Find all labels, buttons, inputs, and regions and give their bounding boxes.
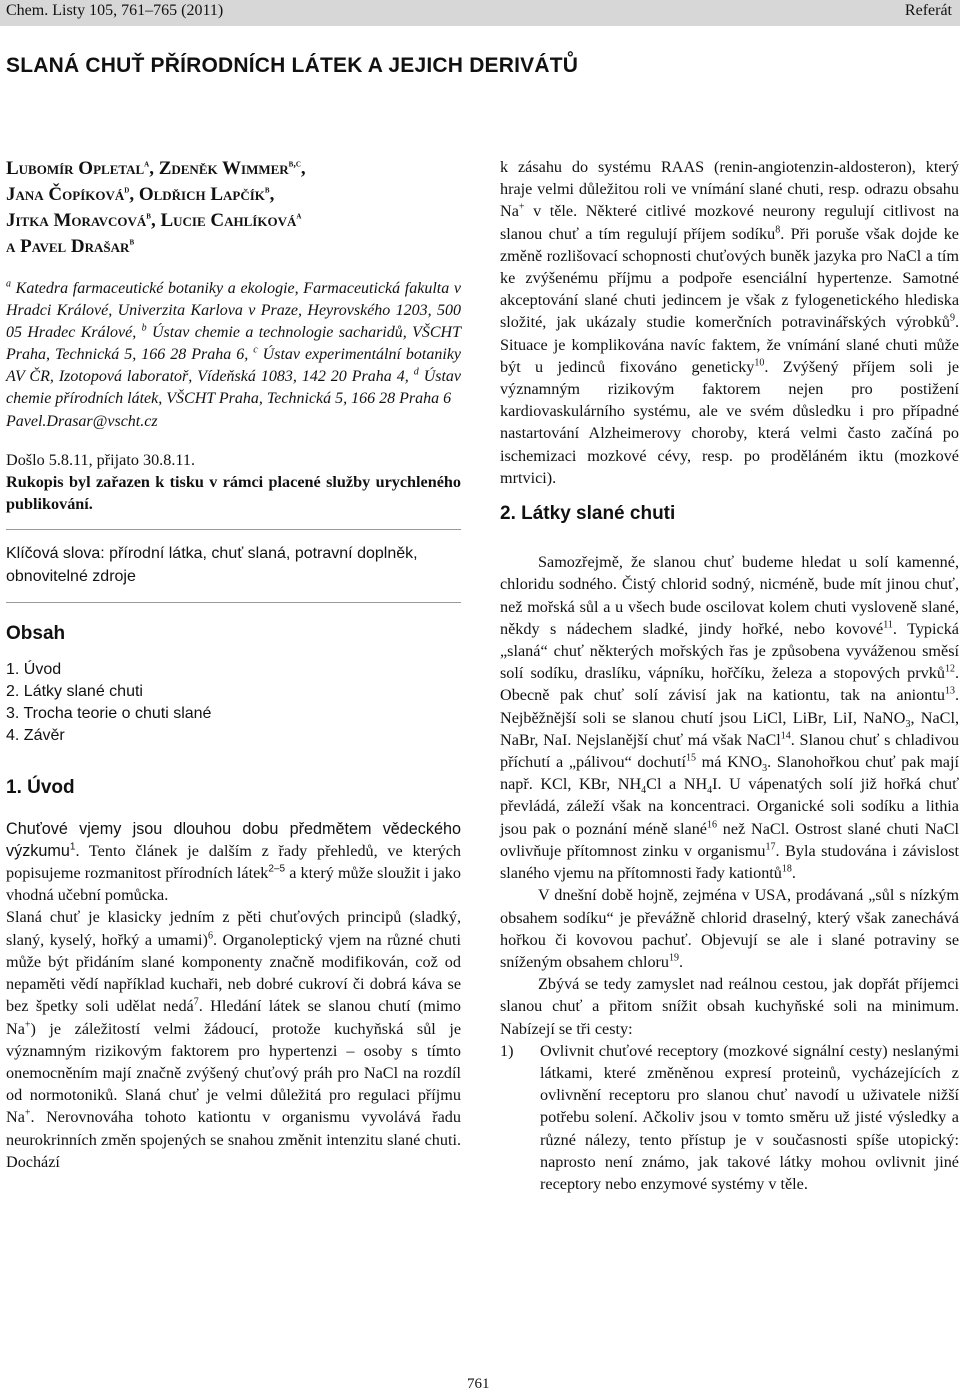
paragraph: V dnešní době hojně, zejména v USA, prodávaná „sůl s nízkým obsahem sodíku“ je převážně chlorid draselný, který však zanechává hořkou či kovovou pachuť. Objevují se ale i slané potraviny se sníženým obsahem chloru$^{19}$. xyxy=(500,886,959,971)
affiliations: $^a$ Katedra farmaceutické botaniky a ekologie, Farmaceutická fakulta v Hradci Králové, Univerzita Karlova v Praze, Heyrovského 1203, 500 05 Hradec Králové, $^b$ Ústav chemie a technologie sacharidů, VŠCHT Praha, Technická 5, 166 28 Praha 6, $^c$ Ústav experimentální botaniky AV ČR, Izotopová laboratoř, Vídeňská 1083, 142 20 Praha 4, $^d$ Ústav chemie přírodních látek, VŠCHT Praha, Technická 5, 166 28 Praha 6 Pavel.Drasar@vscht.cz xyxy=(6,278,462,430)
paragraph: Zbývá se tedy zamyslet nad reálnou cestou, jak dopřát příjemci slanou chuť a přitom snížit obsah kuchyňské soli na minimum. Nabízejí se tři cesty: xyxy=(500,975,959,1038)
toc-heading: Obsah xyxy=(6,623,66,645)
divider xyxy=(6,529,461,530)
article-type: Referát xyxy=(904,2,952,19)
author-list: Lubomír Opletal$^a$, Zdeněk Wimmer$^{b,c}$, Jana Čopíková$^d$, Oldřich Lapčík$^b$, Jitka Moravcová$^b$, Lucie Cahlíková$^a$ a Pavel Drašar$^b$ xyxy=(6,158,306,257)
paragraph: Chuťové vjemy jsou dlouhou dobu předmětem vědeckého výzkumu$^1$. Tento článek je dalším z řady přehledů, ve kterých popisujeme rozmanitost přírodních látek$^{2-5}$ a který může sloužit i jako vhodná učební pomůcka. xyxy=(6,819,461,905)
toc-item[interactable]: 2. Látky slané chuti xyxy=(6,683,143,701)
list-number: 1) xyxy=(500,1041,514,1060)
list-item xyxy=(500,1040,959,1195)
article-title: SLANÁ CHUŤ PŘÍRODNÍCH LÁTEK A JEJICH DERIVÁTŮ xyxy=(6,54,579,77)
keywords: Klíčová slova: přírodní látka, chuť slaná, potravní doplněk, obnovitelné zdroje xyxy=(6,545,418,586)
paragraph: Slaná chuť je klasicky jedním z pěti chuťových principů (sladký, slaný, kyselý, hořký a umami)$^6$. Organoleptický vjem na různé chuti může být přidáním slané komponenty značně modifikován, což od nepaměti vědí například kuchaři, neb dobré cukroví či dobrá káva se bez špetky soli udělat nedá$^7$. Hledání látek se slanou chutí (mimo Na+) je záležitostí velmi žádoucí, protože kuchyňská sůl je významným rizikovým faktorem pro hypertenzi – osoby s tímto onemocněním mají značně zvýšený chuťový práh pro NaCl na rozdíl od normotoniků. Slaná chuť je velmi důležitá pro regulaci příjmu Na+. Nerovnováha tohoto kationtu v organismu vyvolává řadu neurokrinních změn spojených se snahou změnit intenzitu slané chuti. Dochází xyxy=(6,908,462,1171)
journal-citation: Chem. Listy 105, 761–765 (2011) xyxy=(6,2,224,19)
list-text: Ovlivnit chuťové receptory (mozkové signální cesty) neslanými látkami, které změněnou expresí proteinů, vycházejících z ovlivnění receptoru pro slanou chuť navodí u uživatele nižší potřebu solení. Ačkoliv jsou v tomto směru už jisté výsledky a různé nálezy, tento přístup je v současnosti spíše utopický: naprosto není známo, jak takové látky mohou ovlivnit jiné receptory nebo enzymové systémy v těle. xyxy=(540,1041,959,1193)
toc-item[interactable]: 3. Trocha teorie o chuti slané xyxy=(6,705,212,723)
email[interactable]: Pavel.Drasar@vscht.cz xyxy=(6,412,158,430)
toc-item[interactable]: 1. Úvod xyxy=(6,661,62,679)
section-heading: 1. Úvod xyxy=(6,777,75,799)
divider xyxy=(6,602,461,603)
paragraph: k zásahu do systému RAAS (renin-angiotenzin-aldosteron), který hraje velmi důležitou roli ve vnímání slané chuti, resp. odrazu obsahu Na+ v těle. Některé citlivé mozkové neurony regulují citlivost na slanou chuť a tím regulují příjem sodíku$^8$. Při poruše však dojde ke změně rozlišovací schopnosti chuťových buněk jazyka pro NaCl a tím ke zvýšenému příjmu a podpoře esenciální hypertenze. Samotné akceptování slané chuti jedincem je však z fylogenetického hlediska složité, jak ukázaly studie komerčních potravinářských výrobků$^9$. Situace je komplikována navíc faktem, že vnímání slané chuti může být u jedinců fixováno geneticky$^{10}$. Zvýšený příjem soli je významným rizikovým faktorem nejen pro postižení kardiovaskulárního systému, ale ve svém důsledku i pro případné nastartování Alzheimerovy choroby, která velmi často začíná po ischemizaci mozkové cévy, resp. po proděláném iktu (mozkové mrtvici). xyxy=(500,158,960,487)
running-header xyxy=(0,0,960,26)
toc-item[interactable]: 4. Závěr xyxy=(6,727,65,745)
right-column xyxy=(500,156,959,1195)
page-number: 761 xyxy=(467,1376,490,1392)
left-column xyxy=(6,156,461,1173)
fast-track-note: Rukopis byl zařazen k tisku v rámci placené služby urychleného publikování. xyxy=(6,472,461,514)
section-heading: 2. Látky slané chuti xyxy=(500,503,676,525)
paragraph: Samozřejmě, že slanou chuť budeme hledat u solí kamenné, chloridu sodného. Čistý chlorid sodný, nicméně, bude mít jinou chuť, než mořská sůl a u všech bude oscilovat kolem chuti vysloveně slané, někdy s nádechem sladké, jindy hořké, nebo kovové$^{11}$. Typická „slaná“ chuť některých mořských řas je způsobena vyváženou směsí solí sodíku, draslíku, vápníku, hořčíku, železa a stopových prvků$^{12}$. Obecně pak chuť solí závisí jak na kationtu, tak na aniontu$^{13}$. Nejběžnější soli se slanou chutí jsou LiCl, LiBr, LiI, NaNO$_3$, NaCl, NaBr, NaI. Nejslanější chuť má však NaCl$^{14}$. Slanou chuť s chladivou příchutí a „pálivou“ dochutí$^{15}$ má $KNO_3$. Slanohořkou chuť pak mají např. KCl, KBr, $NH_4Cl$ a $NH_4I$. U vápenatých solí již hořká chuť převládá, záleží však na koncentraci. Organické soli sodíku a lithia jsou pak o poznání méně slané$^{16}$ než NaCl. Ostrost slané chuti NaCl ovlivňuje přítomnost zinku v organismu$^{17}$. Byla studována i závislost slaného vjemu na přítomnosti řady kationtů$^{18}$. xyxy=(500,553,960,883)
table-of-contents xyxy=(6,659,461,747)
received-dates: Došlo 5.8.11, přijato 30.8.11. xyxy=(6,450,195,469)
